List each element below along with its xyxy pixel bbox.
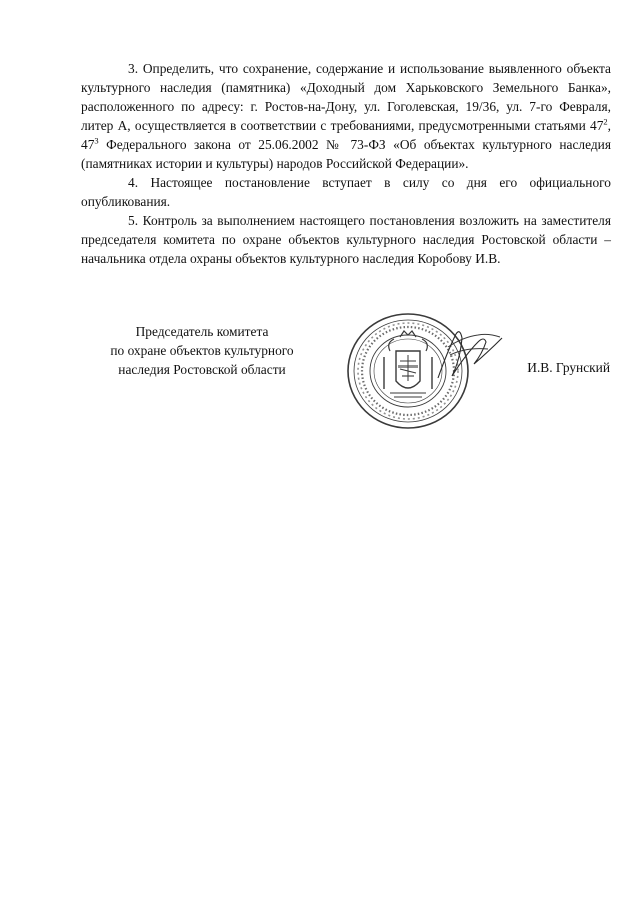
paragraph-5: 5. Контроль за выполнением настоящего постановления возложить на заместителя председателя комитета по охране объектов культурного наследия Ростовской области – начальника отдела охраны объектов культурного наследия Коробову И.В. (81, 213, 611, 266)
superscript-2: 2 (603, 116, 608, 127)
paragraph-3-text-3: Федерального закона от 25.06.2002 № 73-ФЗ «Об объектах культурного наследия (памятниках истории и культуры) народов Российской Федерации». (81, 137, 611, 171)
document-body (81, 59, 611, 268)
paragraph-4: 4. Настоящее постановление вступает в силу со дня его официального опубликования. (81, 175, 611, 209)
signatory-name: И.В. Грунский (527, 360, 610, 375)
paragraph-3 (81, 59, 611, 173)
superscript-3: 3 (94, 135, 99, 146)
signatory-title-line-3: наследия Ростовской области (118, 362, 286, 377)
signatory-title-line-2: по охране объектов культурного (110, 343, 294, 358)
signatory-title (92, 322, 312, 379)
handwritten-signature (430, 320, 510, 390)
paragraph-3-text: 3. Определить, что сохранение, содержание и использование выявленного объекта культурного наследия (памятника) «Доходный дом Харьковского Земельного Банка», расположенного по адресу: г. Ростов-на-Дону, ул. Гоголевская, 19/36, ул. 7-го Февраля, литер А, осуществляется в соответствии с требованиями, предусмотренными статьями 47 (81, 61, 611, 133)
paragraph-3-text-2: , 47 (81, 118, 611, 152)
signatory-title-line-1: Председатель комитета (135, 324, 269, 339)
